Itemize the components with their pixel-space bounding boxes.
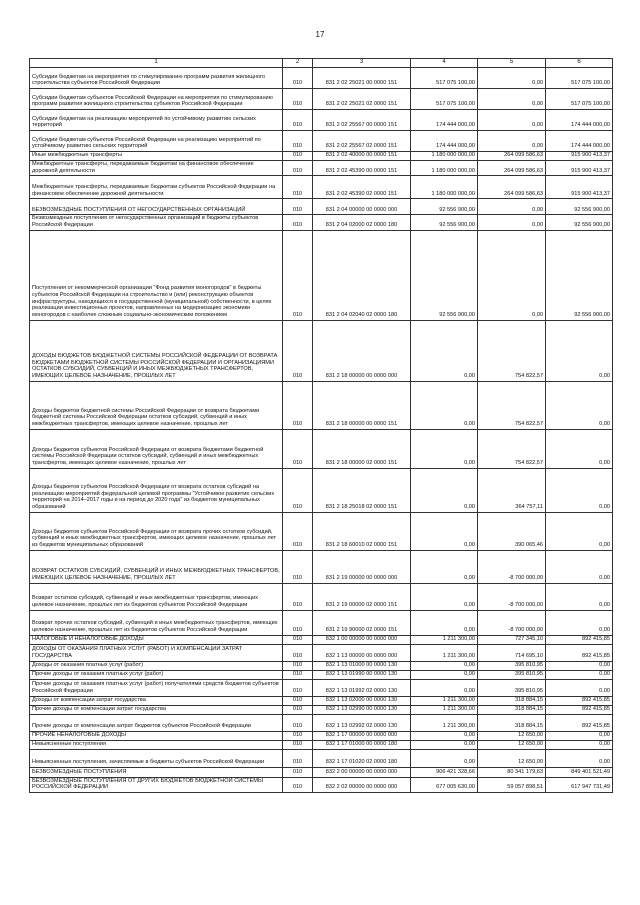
row-kbk: 832 1 13 02000 00 0000 130 — [313, 696, 411, 705]
row-kbk: 831 2 19 00000 02 0000 151 — [313, 583, 411, 610]
table-row — [30, 512, 613, 550]
table-row — [30, 740, 613, 749]
table-row — [30, 644, 613, 661]
table-row — [30, 131, 613, 152]
row-kbk: 831 2 02 45390 00 0000 151 — [313, 160, 411, 175]
table-row — [30, 696, 613, 705]
row-col4-value: 517 075 100,00 — [411, 89, 478, 110]
row-code: 010 — [283, 610, 313, 635]
row-col5-value: 0,00 — [478, 199, 546, 215]
row-name: Субсидии бюджетам субъектов Российской Федерации на реализацию мероприятий по устойчивому развитию сельских территорий — [30, 131, 283, 152]
row-code: 010 — [283, 679, 313, 696]
row-name: БЕЗВОЗМЕЗДНЫЕ ПОСТУПЛЕНИЯ ОТ НЕГОСУДАРСТВЕННЫХ ОРГАНИЗАЦИЙ — [30, 199, 283, 215]
row-col4-value: 1 180 000 000,00 — [411, 152, 478, 161]
row-kbk: 832 1 13 01000 00 0000 130 — [313, 661, 411, 670]
row-kbk: 831 2 19 00000 00 0000 000 — [313, 550, 411, 583]
row-kbk: 831 2 04 00000 00 0000 000 — [313, 199, 411, 215]
row-col6-value: 0,00 — [546, 731, 613, 740]
table-row — [30, 635, 613, 644]
row-col5-value: 754 822,57 — [478, 429, 546, 468]
row-code: 010 — [283, 152, 313, 161]
row-col4-value: 0,00 — [411, 429, 478, 468]
row-col5-value: 318 884,15 — [478, 696, 546, 705]
row-code: 010 — [283, 110, 313, 131]
row-col5-value: 0,00 — [478, 89, 546, 110]
row-name: Невыясненные поступления — [30, 740, 283, 749]
row-name: Доходы бюджетов субъектов Российской Федерации от возврата остатков субсидий на реализацию мероприятий федеральной целевой программы "Устойчивое развитие сельских территорий на 2014–2017 годы и на период до 2020 года" из бюджетов муниципальных образований — [30, 468, 283, 512]
row-kbk: 832 2 02 00000 00 0000 000 — [313, 777, 411, 792]
row-kbk: 831 2 02 25021 02 0000 151 — [313, 89, 411, 110]
row-col4-value: 0,00 — [411, 320, 478, 381]
row-col5-value: 395 810,95 — [478, 661, 546, 670]
row-col6-value: 0,00 — [546, 429, 613, 468]
row-col4-value: 517 075 100,00 — [411, 68, 478, 89]
row-col4-value: 1 211 300,00 — [411, 635, 478, 644]
row-code: 010 — [283, 215, 313, 230]
table-row — [30, 68, 613, 89]
row-kbk: 831 2 02 25567 02 0000 151 — [313, 131, 411, 152]
table-row — [30, 661, 613, 670]
row-code: 010 — [283, 68, 313, 89]
table-row — [30, 215, 613, 230]
row-col6-value: 0,00 — [546, 679, 613, 696]
row-code: 010 — [283, 696, 313, 705]
table-row — [30, 705, 613, 714]
row-kbk: 831 2 02 40000 00 0000 151 — [313, 152, 411, 161]
row-code: 010 — [283, 731, 313, 740]
row-name: Невыясненные поступления, зачисляемые в бюджеты субъектов Российской Федерации — [30, 749, 283, 767]
row-col6-value: 0,00 — [546, 583, 613, 610]
table-row — [30, 749, 613, 767]
row-col5-value: 318 884,15 — [478, 705, 546, 714]
table-row — [30, 670, 613, 679]
row-col4-value: 0,00 — [411, 550, 478, 583]
row-col5-value: 264 099 586,63 — [478, 160, 546, 175]
row-col4-value: 1 211 300,00 — [411, 696, 478, 705]
row-col5-value: 0,00 — [478, 131, 546, 152]
row-code: 010 — [283, 550, 313, 583]
column-header: 1 — [30, 59, 283, 68]
row-col4-value: 0,00 — [411, 381, 478, 429]
row-col6-value: 915 900 413,37 — [546, 176, 613, 199]
row-code: 010 — [283, 512, 313, 550]
row-col5-value: -8 700 000,00 — [478, 583, 546, 610]
row-col6-value: 0,00 — [546, 670, 613, 679]
row-col4-value: 0,00 — [411, 583, 478, 610]
row-col6-value: 892 415,85 — [546, 644, 613, 661]
row-col5-value: 390 065,46 — [478, 512, 546, 550]
row-kbk: 832 1 00 00000 00 0000 000 — [313, 635, 411, 644]
table-header-row — [30, 59, 613, 68]
row-col6-value: 849 401 521,49 — [546, 767, 613, 777]
row-kbk: 832 1 13 02990 00 0000 130 — [313, 705, 411, 714]
row-col4-value: 0,00 — [411, 661, 478, 670]
row-kbk: 831 2 19 90000 02 0000 151 — [313, 610, 411, 635]
row-code: 010 — [283, 199, 313, 215]
row-col6-value: 0,00 — [546, 550, 613, 583]
row-col5-value: 264 099 586,63 — [478, 176, 546, 199]
table-row — [30, 679, 613, 696]
row-col4-value: 1 211 300,00 — [411, 714, 478, 731]
row-col4-value: 0,00 — [411, 512, 478, 550]
row-name: Субсидии бюджетам на мероприятия по стимулированию программ развития жилищного строительства субъектов Российской Федерации — [30, 68, 283, 89]
row-col4-value: 92 556 900,00 — [411, 215, 478, 230]
row-code: 010 — [283, 705, 313, 714]
row-code: 010 — [283, 767, 313, 777]
row-name: Прочие доходы от компенсации затрат государства — [30, 705, 283, 714]
row-col5-value: 0,00 — [478, 230, 546, 320]
table-row — [30, 152, 613, 161]
row-col5-value: 12 650,00 — [478, 740, 546, 749]
table-row — [30, 429, 613, 468]
row-col6-value: 0,00 — [546, 610, 613, 635]
row-kbk: 832 1 17 01020 02 0000 180 — [313, 749, 411, 767]
page-number: 17 — [315, 30, 325, 39]
row-kbk: 831 2 02 25021 00 0000 151 — [313, 68, 411, 89]
row-col6-value: 0,00 — [546, 749, 613, 767]
column-header: 2 — [283, 59, 313, 68]
row-name: БЕЗВОЗМЕЗДНЫЕ ПОСТУПЛЕНИЯ — [30, 767, 283, 777]
table-row — [30, 110, 613, 131]
row-col4-value: 174 444 000,00 — [411, 131, 478, 152]
row-col4-value: 0,00 — [411, 468, 478, 512]
row-col6-value: 0,00 — [546, 320, 613, 381]
row-kbk: 832 2 00 00000 00 0000 000 — [313, 767, 411, 777]
row-name: Возврат остатков субсидий, субвенций и иных межбюджетных трансфертов, имеющих целевое назначение, прошлых лет из бюджетов субъектов Российской Федерации — [30, 583, 283, 610]
row-kbk: 832 1 17 01000 00 0000 180 — [313, 740, 411, 749]
row-code: 010 — [283, 714, 313, 731]
row-col6-value: 892 415,85 — [546, 635, 613, 644]
row-col5-value: 0,00 — [478, 215, 546, 230]
column-header: 5 — [478, 59, 546, 68]
row-name: ДОХОДЫ БЮДЖЕТОВ БЮДЖЕТНОЙ СИСТЕМЫ РОССИЙСКОЙ ФЕДЕРАЦИИ ОТ ВОЗВРАТА БЮДЖЕТАМИ БЮДЖЕТНОЙ СИСТЕМЫ РОССИЙСКОЙ ФЕДЕРАЦИИ И ОРГАНИЗАЦИЯМИ ОСТАТКОВ СУБСИДИЙ, СУБВЕНЦИЙ И ИНЫХ МЕЖБЮДЖЕТНЫХ ТРАНСФЕРТОВ, ИМЕЮЩИХ ЦЕЛЕВОЕ НАЗНАЧЕНИЕ, ПРОШЛЫХ ЛЕТ — [30, 320, 283, 381]
row-kbk: 831 2 04 02000 02 0000 180 — [313, 215, 411, 230]
row-name: Доходы от компенсации затрат государства — [30, 696, 283, 705]
row-code: 010 — [283, 131, 313, 152]
row-name: Субсидии бюджетам на реализацию мероприятий по устойчивому развитию сельских территорий — [30, 110, 283, 131]
row-kbk: 831 2 04 02040 02 0000 180 — [313, 230, 411, 320]
row-col6-value: 0,00 — [546, 512, 613, 550]
row-col5-value: 12 650,00 — [478, 749, 546, 767]
row-col5-value: 318 884,15 — [478, 714, 546, 731]
row-col4-value: 677 005 630,00 — [411, 777, 478, 792]
row-code: 010 — [283, 320, 313, 381]
row-code: 010 — [283, 583, 313, 610]
row-code: 010 — [283, 468, 313, 512]
row-code: 010 — [283, 429, 313, 468]
row-code: 010 — [283, 661, 313, 670]
row-name: Доходы бюджетов субъектов Российской Федерации от возврата прочих остатков субсидий, субвенций и иных межбюджетных трансфертов, имеющих целевое назначение, прошлых лет из бюджетов муниципальных образований — [30, 512, 283, 550]
table-row — [30, 468, 613, 512]
row-col6-value: 892 415,85 — [546, 705, 613, 714]
row-name: Прочие доходы от компенсации затрат бюджетов субъектов Российской Федерации — [30, 714, 283, 731]
column-header: 6 — [546, 59, 613, 68]
row-col5-value: 59 057 898,51 — [478, 777, 546, 792]
table-row — [30, 767, 613, 777]
table-row — [30, 731, 613, 740]
row-name: ПРОЧИЕ НЕНАЛОГОВЫЕ ДОХОДЫ — [30, 731, 283, 740]
row-col5-value: 264 099 586,63 — [478, 152, 546, 161]
row-name: Иные межбюджетные трансферты — [30, 152, 283, 161]
row-code: 010 — [283, 635, 313, 644]
row-col6-value: 92 556 900,00 — [546, 215, 613, 230]
row-name: Доходы бюджетов бюджетной системы Российской Федерации от возврата бюджетами бюджетной системы Российской Федерации остатков субсидий, субвенций и иных межбюджетных трансфертов, имеющих целевое назначение, прошлых лет — [30, 381, 283, 429]
row-kbk: 831 2 18 60010 02 0000 151 — [313, 512, 411, 550]
revenue-table — [29, 58, 613, 793]
row-col5-value: 395 810,95 — [478, 670, 546, 679]
table-row — [30, 714, 613, 731]
row-kbk: 832 1 13 01992 02 0000 130 — [313, 679, 411, 696]
row-name: ВОЗВРАТ ОСТАТКОВ СУБСИДИЙ, СУБВЕНЦИЙ И ИНЫХ МЕЖБЮДЖЕТНЫХ ТРАНСФЕРТОВ, ИМЕЮЩИХ ЦЕЛЕВОЕ НАЗНАЧЕНИЕ, ПРОШЛЫХ ЛЕТ — [30, 550, 283, 583]
row-col4-value: 0,00 — [411, 610, 478, 635]
row-name: ДОХОДЫ ОТ ОКАЗАНИЯ ПЛАТНЫХ УСЛУГ (РАБОТ) И КОМПЕНСАЦИИ ЗАТРАТ ГОСУДАРСТВА — [30, 644, 283, 661]
row-col6-value: 0,00 — [546, 661, 613, 670]
row-col5-value: 395 810,95 — [478, 679, 546, 696]
row-col5-value: 364 757,11 — [478, 468, 546, 512]
row-name: Субсидии бюджетам субъектов Российской Федерации на мероприятия по стимулированию программ развития жилищного строительства субъектов Российской Федерации — [30, 89, 283, 110]
row-code: 010 — [283, 644, 313, 661]
table-row — [30, 160, 613, 175]
row-kbk: 832 1 17 00000 00 0000 000 — [313, 731, 411, 740]
row-code: 010 — [283, 670, 313, 679]
row-kbk: 831 2 18 25018 02 0000 151 — [313, 468, 411, 512]
row-col4-value: 0,00 — [411, 679, 478, 696]
table-row — [30, 176, 613, 199]
table-row — [30, 320, 613, 381]
row-col4-value: 1 180 000 000,00 — [411, 176, 478, 199]
row-col4-value: 906 421 328,66 — [411, 767, 478, 777]
row-col6-value: 517 075 100,00 — [546, 68, 613, 89]
row-name: Доходы от оказания платных услуг (работ) — [30, 661, 283, 670]
row-col4-value: 0,00 — [411, 670, 478, 679]
row-name: Прочие доходы от оказания платных услуг (работ) — [30, 670, 283, 679]
row-kbk: 832 1 13 00000 00 0000 000 — [313, 644, 411, 661]
row-col5-value: 0,00 — [478, 68, 546, 89]
row-col4-value: 92 556 900,00 — [411, 230, 478, 320]
row-code: 010 — [283, 777, 313, 792]
row-col5-value: 80 341 179,63 — [478, 767, 546, 777]
row-col5-value: 727 345,10 — [478, 635, 546, 644]
row-kbk: 832 1 13 02992 02 0000 130 — [313, 714, 411, 731]
row-col4-value: 174 444 000,00 — [411, 110, 478, 131]
row-code: 010 — [283, 176, 313, 199]
row-col4-value: 0,00 — [411, 731, 478, 740]
row-code: 010 — [283, 89, 313, 110]
row-code: 010 — [283, 160, 313, 175]
row-name: Возврат прочих остатков субсидий, субвенций и иных межбюджетных трансфертов, имеющих целевое назначение, прошлых лет из бюджетов субъектов Российской Федерации — [30, 610, 283, 635]
row-name: НАЛОГОВЫЕ И НЕНАЛОГОВЫЕ ДОХОДЫ — [30, 635, 283, 644]
row-kbk: 831 2 02 25567 00 0000 151 — [313, 110, 411, 131]
row-code: 010 — [283, 740, 313, 749]
row-code: 010 — [283, 381, 313, 429]
row-name: Поступления от некоммерческой организации "Фонд развития моногородов" в бюджеты субъектов Российской Федерации на строительство и (или) реконструкцию объектов инфраструктуры, находящихся в государственной (муниципальной) собственности, в целях реализации инвестиционных проектов, направленных на модернизацию экономики моногородов с наиболее сложным социально-экономическим положением — [30, 230, 283, 320]
row-kbk: 831 2 18 00000 00 0000 000 — [313, 320, 411, 381]
row-col5-value: 0,00 — [478, 110, 546, 131]
table-row — [30, 89, 613, 110]
column-header: 4 — [411, 59, 478, 68]
row-kbk: 831 2 18 00000 00 0000 151 — [313, 381, 411, 429]
row-name: Межбюджетные трансферты, передаваемые бюджетам субъектов Российской Федерации на финансовое обеспечение дорожной деятельности — [30, 176, 283, 199]
row-col6-value: 92 556 900,00 — [546, 230, 613, 320]
row-col5-value: 754 822,57 — [478, 320, 546, 381]
row-kbk: 831 2 02 45390 02 0000 151 — [313, 176, 411, 199]
row-col4-value: 92 556 900,00 — [411, 199, 478, 215]
row-name: Прочие доходы от оказания платных услуг (работ) получателями средств бюджетов субъектов Российской Федерации — [30, 679, 283, 696]
row-name: БЕЗВОЗМЕЗДНЫЕ ПОСТУПЛЕНИЯ ОТ ДРУГИХ БЮДЖЕТОВ БЮДЖЕТНОЙ СИСТЕМЫ РОССИЙСКОЙ ФЕДЕРАЦИИ — [30, 777, 283, 792]
row-col6-value: 517 075 100,00 — [546, 89, 613, 110]
row-col5-value: -8 700 000,00 — [478, 550, 546, 583]
table-row — [30, 230, 613, 320]
row-col5-value: 12 650,00 — [478, 731, 546, 740]
table-row — [30, 610, 613, 635]
row-col6-value: 174 444 000,00 — [546, 110, 613, 131]
row-col6-value: 892 415,85 — [546, 696, 613, 705]
row-col6-value: 0,00 — [546, 468, 613, 512]
row-kbk: 831 2 18 00000 02 0000 151 — [313, 429, 411, 468]
row-code: 010 — [283, 230, 313, 320]
row-col6-value: 174 444 000,00 — [546, 131, 613, 152]
row-kbk: 832 1 13 01990 00 0000 130 — [313, 670, 411, 679]
row-col6-value: 915 900 413,37 — [546, 160, 613, 175]
row-col6-value: 617 947 731,49 — [546, 777, 613, 792]
row-col4-value: 0,00 — [411, 740, 478, 749]
row-col6-value: 915 900 413,37 — [546, 152, 613, 161]
table-row — [30, 583, 613, 610]
row-col6-value: 892 415,85 — [546, 714, 613, 731]
column-header: 3 — [313, 59, 411, 68]
row-col4-value: 1 211 300,00 — [411, 705, 478, 714]
row-col5-value: -8 700 000,00 — [478, 610, 546, 635]
row-col4-value: 1 211 300,00 — [411, 644, 478, 661]
table-row — [30, 550, 613, 583]
row-name: Доходы бюджетов субъектов Российской Федерации от возврата бюджетами бюджетной системы Российской Федерации остатков субсидий, субвенций и иных межбюджетных трансфертов, имеющих целевое назначение, прошлых лет — [30, 429, 283, 468]
table-row — [30, 199, 613, 215]
row-col4-value: 0,00 — [411, 749, 478, 767]
row-name: Безвозмездные поступления от негосударственных организаций в бюджеты субъектов Российской Федерации — [30, 215, 283, 230]
table-row — [30, 777, 613, 792]
row-col6-value: 92 556 900,00 — [546, 199, 613, 215]
row-col5-value: 714 695,10 — [478, 644, 546, 661]
table-row — [30, 381, 613, 429]
row-code: 010 — [283, 749, 313, 767]
row-col6-value: 0,00 — [546, 740, 613, 749]
row-col4-value: 1 180 000 000,00 — [411, 160, 478, 175]
row-col6-value: 0,00 — [546, 381, 613, 429]
row-name: Межбюджетные трансферты, передаваемые бюджетам на финансовое обеспечение дорожной деятельности — [30, 160, 283, 175]
row-col5-value: 754 822,57 — [478, 381, 546, 429]
